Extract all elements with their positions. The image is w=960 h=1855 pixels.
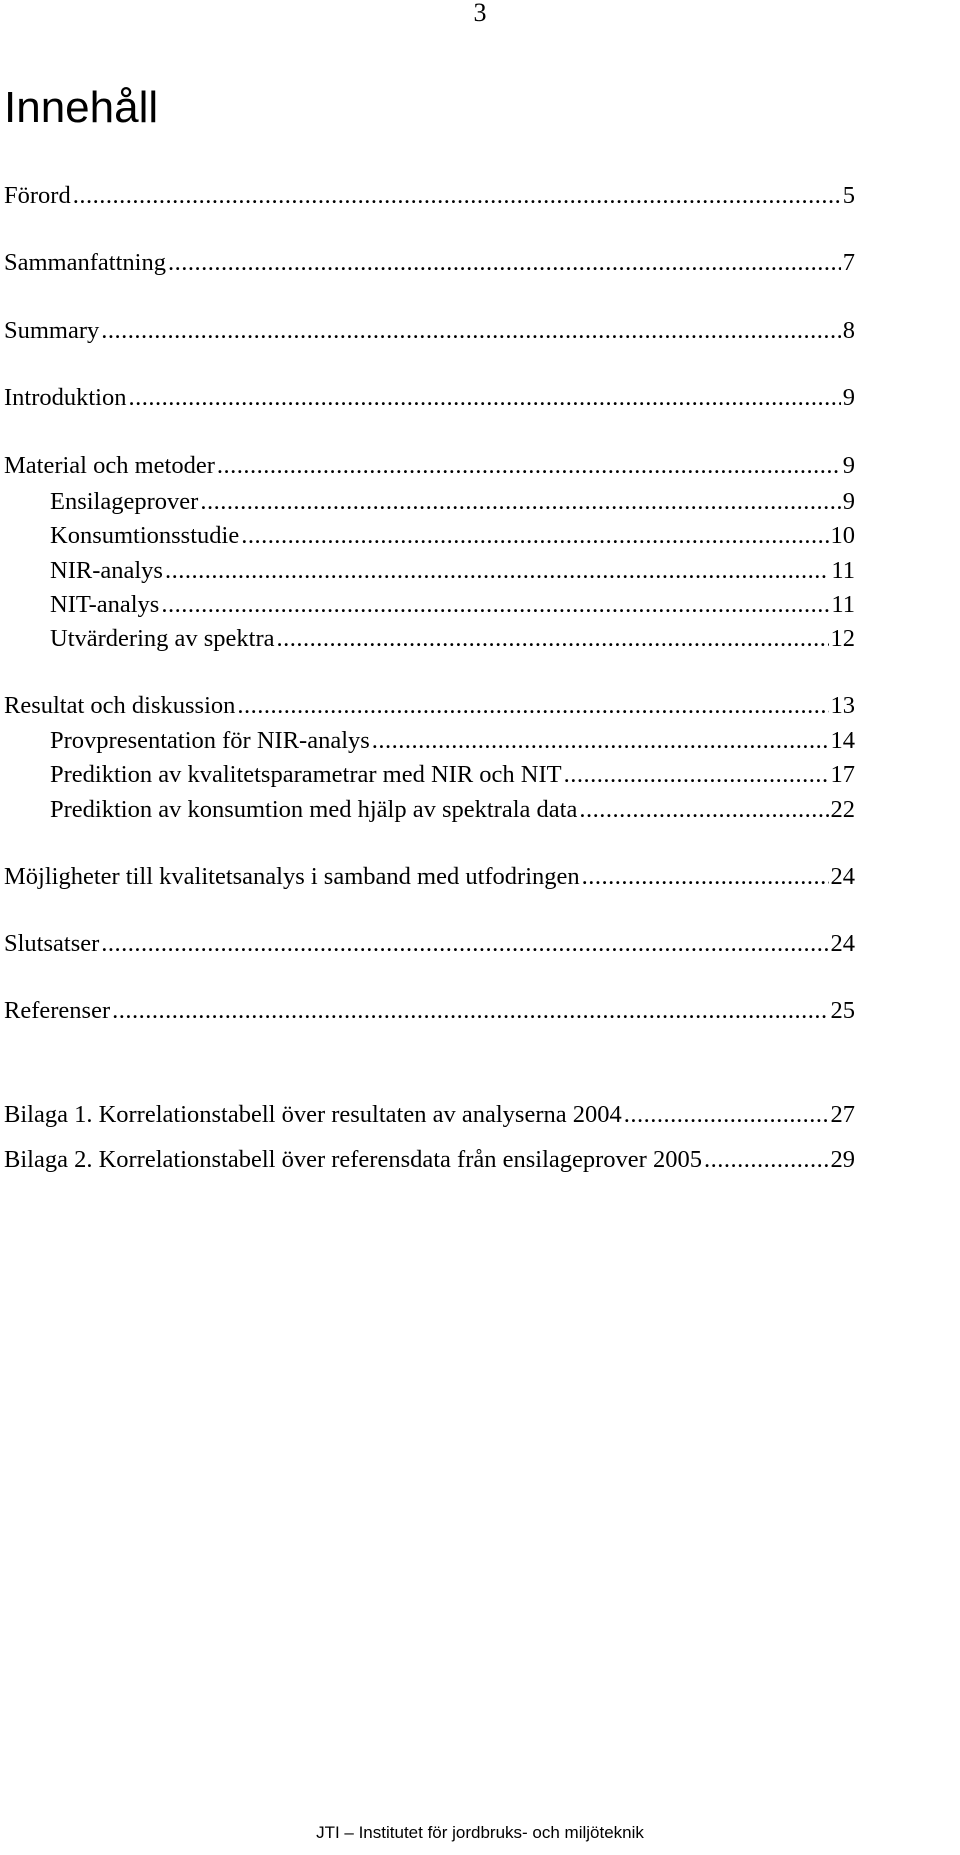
dot-leader — [101, 316, 840, 346]
toc-entry-label: Förord — [4, 182, 71, 209]
dot-leader — [241, 521, 828, 551]
toc-entry-material-och-metoder[interactable] — [4, 451, 855, 481]
dot-leader — [168, 248, 841, 278]
toc-entry-page: 9 — [842, 452, 855, 479]
dot-leader — [579, 795, 828, 825]
toc-entry-label: Introduktion — [4, 384, 127, 411]
toc-entry-ensilageprover[interactable] — [50, 487, 855, 517]
toc-entry-resultat-och-diskussion[interactable] — [4, 691, 855, 721]
toc-entry-label: Bilaga 2. Korrelationstabell över referensdata från ensilageprover 2005 — [4, 1146, 702, 1173]
toc-entry-page: 8 — [842, 317, 855, 344]
toc-entry-utvardering-av-spektra[interactable] — [50, 624, 855, 654]
toc-entry-summary[interactable] — [4, 316, 855, 346]
toc-entry-label: Konsumtionsstudie — [50, 522, 240, 549]
toc-entry-label: NIR-analys — [50, 557, 163, 584]
toc-entry-label: Slutsatser — [4, 930, 100, 957]
dot-leader — [129, 383, 841, 413]
dot-leader — [277, 624, 829, 654]
toc-heading: Innehåll — [4, 83, 159, 132]
toc-entry-label: NIT-analys — [50, 591, 160, 618]
toc-entry-page: 5 — [842, 182, 855, 209]
dot-leader — [217, 451, 841, 481]
dot-leader — [372, 726, 829, 756]
dot-leader — [101, 929, 828, 959]
toc-entry-label: Ensilageprover — [50, 488, 199, 515]
toc-entry-page: 7 — [842, 249, 855, 276]
toc-entry-page: 10 — [830, 522, 855, 549]
dot-leader — [165, 556, 829, 586]
dot-leader — [704, 1145, 829, 1175]
toc-entry-page: 25 — [830, 997, 855, 1024]
toc-entry-introduktion[interactable] — [4, 383, 855, 413]
toc-entry-label: Sammanfattning — [4, 249, 166, 276]
dot-leader — [582, 862, 829, 892]
toc-entry-nir-analys[interactable] — [50, 556, 855, 586]
dot-leader — [200, 487, 840, 517]
toc-entry-page: 9 — [842, 384, 855, 411]
toc-entry-page: 24 — [830, 930, 855, 957]
toc-entry-page: 14 — [830, 727, 855, 754]
toc-entry-label: Prediktion av konsumtion med hjälp av spektrala data — [50, 796, 578, 823]
toc-entry-provpresentation[interactable] — [50, 726, 855, 756]
toc-entry-slutsatser[interactable] — [4, 929, 855, 959]
toc-entry-page: 13 — [830, 692, 855, 719]
toc-entry-page: 9 — [842, 488, 855, 515]
toc-entry-label: Referenser — [4, 997, 111, 1024]
toc-entry-page: 22 — [830, 796, 855, 823]
toc-entry-bilaga-1[interactable] — [4, 1100, 855, 1130]
page-footer: JTI – Institutet för jordbruks- och miljöteknik — [316, 1823, 644, 1842]
dot-leader — [624, 1100, 829, 1130]
toc-entry-page: 11 — [831, 557, 855, 584]
dot-leader — [112, 996, 828, 1026]
toc-entry-label: Prediktion av kvalitetsparametrar med NIR och NIT — [50, 761, 562, 788]
dot-leader — [237, 691, 828, 721]
toc-entry-label: Möjligheter till kvalitetsanalys i samband med utfodringen — [4, 863, 580, 890]
toc-entry-label: Utvärdering av spektra — [50, 625, 275, 652]
dot-leader — [564, 760, 829, 790]
toc-entry-forord[interactable] — [4, 181, 855, 211]
toc-entry-label: Summary — [4, 317, 100, 344]
toc-entry-prediktion-konsumtion[interactable] — [50, 795, 855, 825]
toc-entry-page: 17 — [830, 761, 855, 788]
toc-entry-bilaga-2[interactable] — [4, 1145, 855, 1175]
dot-leader — [161, 590, 829, 620]
toc-entry-mojligheter[interactable] — [4, 862, 855, 892]
toc-entry-referenser[interactable] — [4, 996, 855, 1026]
toc-entry-konsumtionsstudie[interactable] — [50, 521, 855, 551]
toc-entry-label: Resultat och diskussion — [4, 692, 236, 719]
toc-entry-page: 12 — [830, 625, 855, 652]
toc-entry-sammanfattning[interactable] — [4, 248, 855, 278]
toc-entry-label: Bilaga 1. Korrelationstabell över resultaten av analyserna 2004 — [4, 1101, 622, 1128]
toc-entry-page: 27 — [830, 1101, 855, 1128]
toc-entry-label: Material och metoder — [4, 452, 215, 479]
toc-entry-page: 24 — [830, 863, 855, 890]
toc-entry-nit-analys[interactable] — [50, 590, 855, 620]
page-number: 3 — [473, 0, 487, 27]
dot-leader — [73, 181, 841, 211]
toc-entry-label: Provpresentation för NIR-analys — [50, 727, 370, 754]
toc-entry-prediktion-kvalitetsparametrar[interactable] — [50, 760, 855, 790]
toc-entry-page: 11 — [831, 591, 855, 618]
toc-entry-page: 29 — [830, 1146, 855, 1173]
